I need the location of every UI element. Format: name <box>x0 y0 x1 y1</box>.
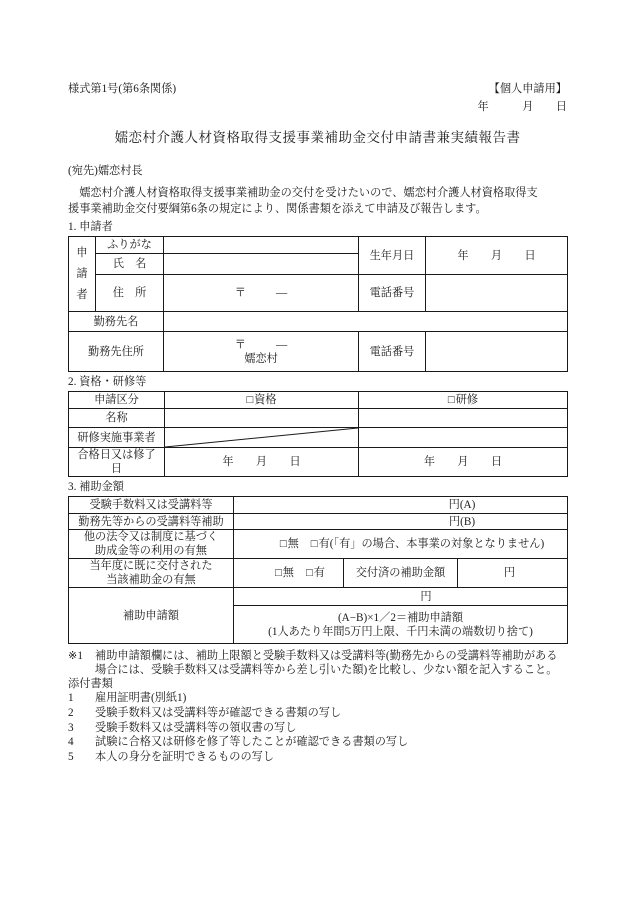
request-formula-cell <box>234 606 568 644</box>
workplace-name-label: 勤務先名 <box>69 312 164 332</box>
provider-label: 研修実施事業者 <box>69 428 165 448</box>
workplace-phone-label: 電話番号 <box>359 332 426 372</box>
addressee: (宛先)嬬恋村長 <box>68 165 143 177</box>
other-grant-label: 他の法令又は制度に基づく 助成金等の利用の有無 <box>69 530 234 559</box>
birthdate-label: 生年月日 <box>359 237 426 275</box>
diagonal-strike-icon <box>165 428 358 447</box>
postal-dash: ― <box>276 338 288 351</box>
phone-field <box>426 275 568 312</box>
other-grant-options-cell <box>234 530 568 559</box>
address-field <box>164 275 359 312</box>
attachment-item: 3 受験手数料又は受講料等の領収書の写し <box>68 721 297 734</box>
attachment-item: 4 試験に合格又は研修を修了等したことが確認できる書類の写し <box>68 736 409 749</box>
yes-option-label: 有 <box>318 538 330 551</box>
attachment-item: 5 本人の身分を証明できるものの写し <box>68 750 275 763</box>
completion-label: 合格日又は修了日 <box>69 448 165 477</box>
attachment-item: 2 受験手数料又は受講料等が確認できる書類の写し <box>68 707 342 719</box>
section-2-heading: 2. 資格・研修等 <box>68 376 147 389</box>
footnote-1 <box>68 650 567 676</box>
applicant-group-label: 申 請 者 <box>69 237 96 312</box>
workplace-name-field <box>164 312 568 332</box>
footnote-line-2: 場合には、受験手数料又は受講料等から差し引いた額)を比較し、少ない額を記入すること。 <box>95 663 558 676</box>
body-paragraph <box>68 185 567 217</box>
request-amount-label: 補助申請額 <box>69 588 234 644</box>
checkbox-icon: □ <box>306 567 313 580</box>
current-year-options-cell <box>234 559 344 588</box>
training-option-cell <box>359 392 568 409</box>
section-1-heading: 1. 申請者 <box>68 221 113 234</box>
fee-label: 受験手数料又は受講料等 <box>69 497 234 514</box>
request-formula: (A−B)×1／2＝補助申請額 <box>337 611 464 624</box>
postal-dash: ― <box>276 287 288 300</box>
category-label: 申請区分 <box>69 392 165 409</box>
none-option-label: 無 <box>287 538 299 551</box>
checkbox-icon: □ <box>246 394 254 407</box>
workplace-phone-field <box>426 332 568 372</box>
employer-subsidy-label: 勤務先等からの受講料等補助 <box>69 514 234 530</box>
phone-label: 電話番号 <box>359 275 426 312</box>
request-amount-field: 円 <box>234 588 568 606</box>
footnotes <box>68 650 567 764</box>
fee-amount-field: 円(A) <box>234 497 568 514</box>
applicant-table <box>68 236 568 372</box>
qualification-table <box>68 391 568 477</box>
furigana-label: ふりがな <box>96 237 164 254</box>
provider-field <box>359 428 568 448</box>
provider-na-cell <box>165 428 359 448</box>
qualification-option-cell <box>165 392 359 409</box>
section-3-heading: 3. 補助金額 <box>68 481 124 494</box>
date-line: 年 月 日 <box>477 101 567 113</box>
checkbox-icon: □ <box>279 538 287 551</box>
paid-amount-field: 円 <box>458 559 568 588</box>
training-date-field: 年 月 日 <box>359 448 568 477</box>
workplace-village: 嬬恋村 <box>244 352 278 365</box>
name-field <box>164 254 359 275</box>
none-option-label: 無 <box>282 567 294 580</box>
paid-amount-label: 交付済の補助金額 <box>344 559 458 588</box>
footnote-marker: ※1 <box>68 650 83 663</box>
birthdate-field: 年 月 日 <box>426 237 568 275</box>
body-line-1: 嬬恋村介護人材資格取得支援事業補助金の交付を受けたいので、嬬恋村介護人材資格取得支 <box>68 187 538 199</box>
address-label: 住 所 <box>96 275 164 312</box>
postal-mark-icon: 〒 <box>234 287 246 300</box>
checkbox-icon: □ <box>275 567 282 580</box>
request-formula-note: (1人あたり年間5万円上限、千円未満の端数切り捨て) <box>268 625 533 638</box>
current-year-grant-label: 当年度に既に交付された 当該補助金の有無 <box>69 559 234 588</box>
attachments-heading: 添付書類 <box>68 677 113 690</box>
postal-mark-icon: 〒 <box>234 338 246 351</box>
checkbox-icon: □ <box>310 538 318 551</box>
workplace-address-field <box>164 332 359 372</box>
employer-subsidy-amount-field: 円(B) <box>234 514 568 530</box>
workplace-address-label: 勤務先住所 <box>69 332 164 372</box>
subsidy-table <box>68 496 568 644</box>
qualification-option-label: 資格 <box>254 394 277 407</box>
page-header <box>68 82 567 97</box>
checkbox-icon: □ <box>447 394 455 407</box>
yes-option-label: 有 <box>313 567 325 580</box>
name-label: 氏 名 <box>96 254 164 275</box>
qualification-date-field: 年 月 日 <box>165 448 359 477</box>
training-option-label: 研修 <box>455 394 479 407</box>
other-grant-note: (「有」の場合、本事業の対象となりません) <box>329 538 545 551</box>
attachment-item: 1 雇用証明書(別紙1) <box>68 692 187 705</box>
form-number: 様式第1号(第6条関係) <box>68 83 177 95</box>
qualification-name-label: 名称 <box>69 409 165 428</box>
form-title: 嬬恋村介護人材資格取得支援事業補助金交付申請書兼実績報告書 <box>114 130 521 145</box>
body-line-2: 援事業補助金交付要綱第6条の規定により、関係書類を添えて申請及び報告します。 <box>68 203 487 216</box>
training-name-field <box>359 409 568 428</box>
usage-label: 【個人申請用】 <box>488 83 567 95</box>
qualification-name-field <box>165 409 359 428</box>
furigana-field <box>164 237 359 254</box>
footnote-line-1: 補助申請額欄には、補助上限額と受験手数料又は受講料等(勤務先からの受講料等補助がある <box>95 650 558 663</box>
